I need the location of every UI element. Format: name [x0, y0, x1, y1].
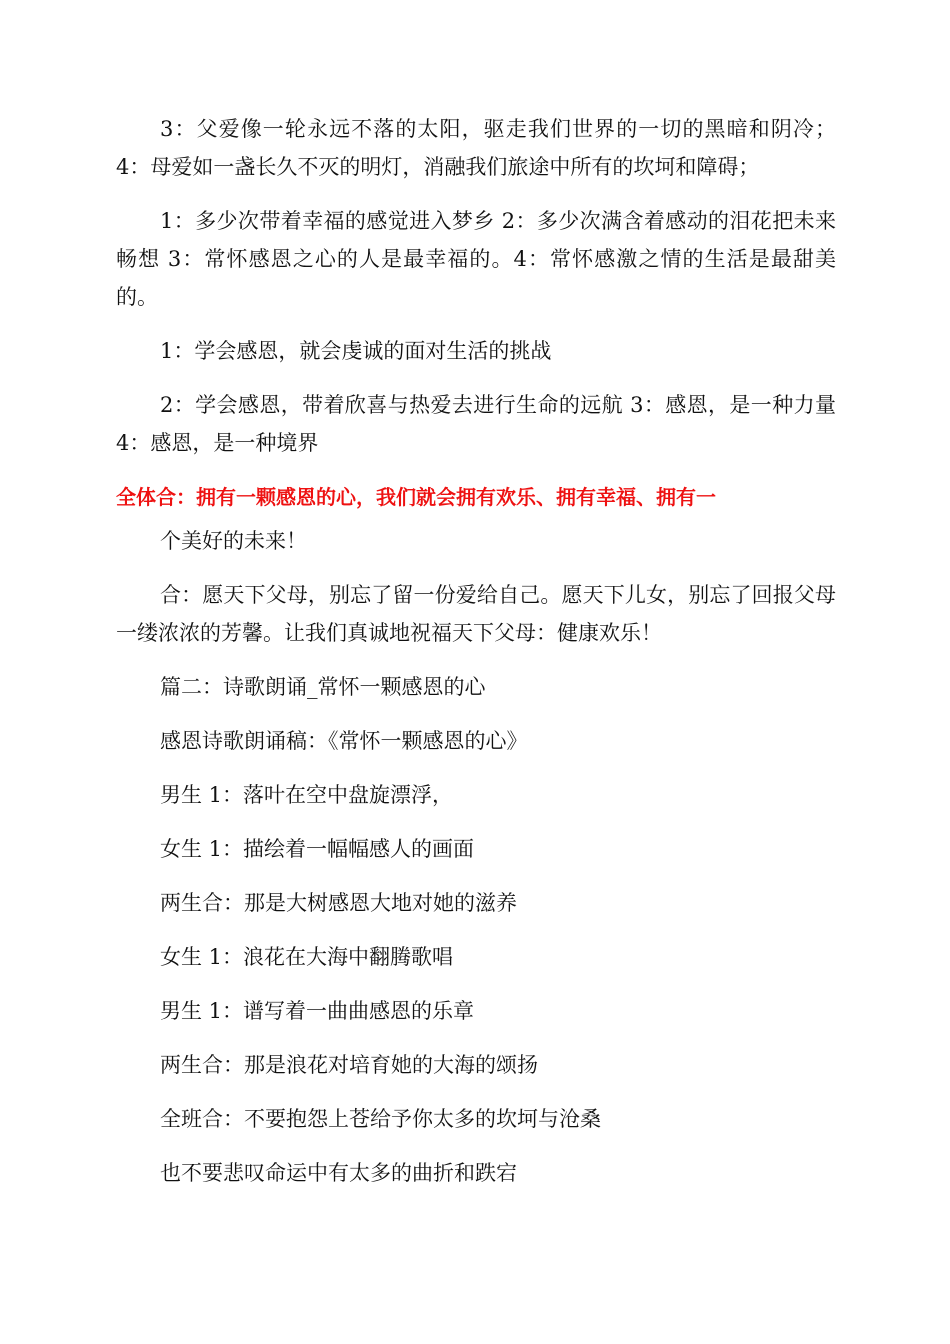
paragraph-learn-gratitude-2: 2：学会感恩，带着欣喜与热爱去进行生命的远航 3：感恩，是一种力量 4：感恩，是一种境界 [116, 393, 836, 455]
paragraph-learn-gratitude-1: 1：学会感恩，就会虔诚的面对生活的挑战 [160, 339, 552, 363]
paragraph-parents-love: 3：父爱像一轮永远不落的太阳，驱走我们世界的一切的黑暗和阴冷；4：母爱如一盏长久不灭的明灯，消融我们旅途中所有的坎坷和障碍； [116, 117, 836, 179]
paragraph-blessing: 合：愿天下父母，别忘了留一份爱给自己。愿天下儿女，别忘了回报父母一缕浓浓的芳馨。让我们真诚地祝福天下父母：健康欢乐！ [116, 583, 836, 645]
paragraph-happiness: 1：多少次带着幸福的感觉进入梦乡 2：多少次满含着感动的泪花把未来畅想 3：常怀感恩之心的人是最幸福的。4：常怀感激之情的生活是最甜美的。 [116, 209, 836, 309]
poem-line: 女生 1：浪花在大海中翻腾歌唱 [160, 945, 454, 969]
document-body [116, 110, 836, 1208]
highlight-chorus: 全体合：拥有一颗感恩的心，我们就会拥有欢乐、拥有幸福、拥有一 [116, 485, 716, 509]
poem-line: 两生合：那是大树感恩大地对她的滋养 [160, 891, 517, 915]
poem-line: 女生 1：描绘着一幅幅感人的画面 [160, 837, 475, 861]
poem-line: 全班合：不要抱怨上苍给予你太多的坎坷与沧桑 [160, 1107, 601, 1131]
poem-line: 男生 1：落叶在空中盘旋漂浮， [160, 783, 454, 807]
poem-line: 也不要悲叹命运中有太多的曲折和跌宕 [160, 1161, 517, 1185]
poem-line: 男生 1：谱写着一曲曲感恩的乐章 [160, 999, 475, 1023]
poem-title-line: 感恩诗歌朗诵稿：《常怀一颗感恩的心》 [160, 729, 528, 753]
section-heading-part-two: 篇二：诗歌朗诵_常怀一颗感恩的心 [160, 675, 486, 699]
highlight-chorus-continuation: 个美好的未来！ [160, 529, 307, 553]
poem-line: 两生合：那是浪花对培育她的大海的颂扬 [160, 1053, 538, 1077]
